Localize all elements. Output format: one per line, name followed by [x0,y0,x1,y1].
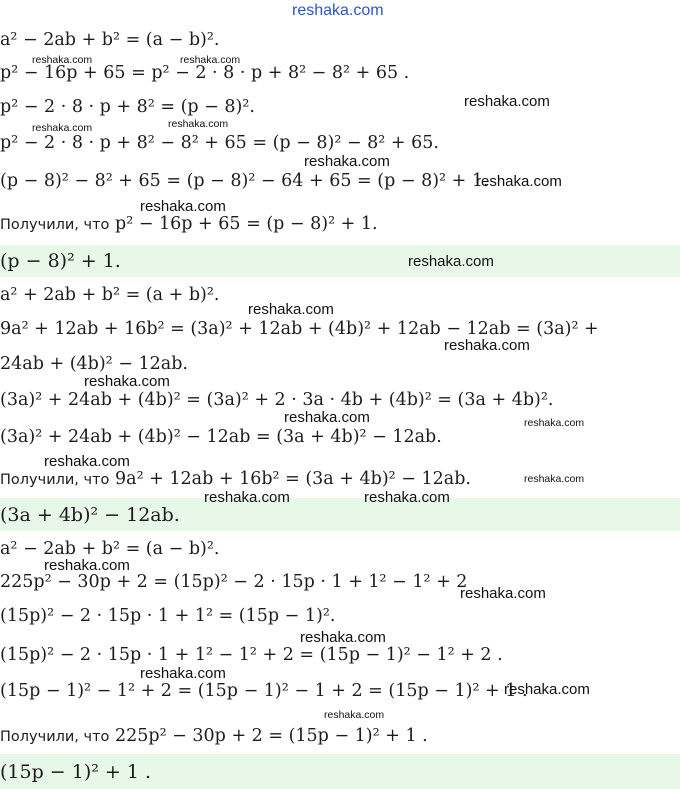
equation-line: a² − 2ab + b² = (a − b)². [0,30,220,50]
watermark: reshaka.com [324,709,385,721]
equation-line: (p − 8)² − 8² + 65 = (p − 8)² − 64 + 65 = (p − 8)² + 1. [0,171,489,191]
conclusion-math: 9a² + 12ab + 16b² = (3a + 4b)² − 12ab. [115,469,471,489]
conclusion-line [0,725,428,748]
watermark: reshaka.com [44,453,130,470]
watermark: reshaka.com [32,54,93,66]
watermark: reshaka.com [408,253,494,270]
watermark: reshaka.com [364,489,450,506]
answer-line: (15p − 1)² + 1 . [0,761,152,783]
site-watermark: reshaka.com [292,2,384,19]
conclusion-line [0,468,471,491]
watermark: reshaka.com [524,417,585,429]
equation-line: a² + 2ab + b² = (a + b)². [0,285,220,305]
watermark: reshaka.com [476,173,562,190]
equation-line: (15p)² − 2 · 15p · 1 + 1² − 1² + 2 = (15p − 1)² − 1² + 2 . [0,645,503,665]
watermark: reshaka.com [248,301,334,318]
conclusion-prefix: Получили, что [0,217,110,233]
equation-line: p² − 16p + 65 = p² − 2 · 8 · p + 8² − 8² + 65 . [0,63,410,83]
equation-line: 225p² − 30p + 2 = (15p)² − 2 · 15p · 1 + 1² − 1² + 2 [0,572,468,592]
equation-line: (3a)² + 24ab + (4b)² = (3a)² + 2 · 3a · 4b + (4b)² = (3a + 4b)². [0,390,554,410]
equation-line: 9a² + 12ab + 16b² = (3a)² + 12ab + (4b)² + 12ab − 12ab = (3a)² + [0,319,599,339]
conclusion-math: 225p² − 30p + 2 = (15p − 1)² + 1 . [115,726,428,746]
watermark: reshaka.com [180,54,241,66]
equation-line: (15p)² − 2 · 15p · 1 + 1² = (15p − 1)². [0,606,336,626]
watermark: reshaka.com [204,489,290,506]
equation-line: a² − 2ab + b² = (a − b)². [0,539,220,559]
equation-line: 24ab + (4b)² − 12ab. [0,354,188,374]
conclusion-prefix: Получили, что [0,729,110,745]
watermark: reshaka.com [460,585,546,602]
watermark: reshaka.com [300,629,386,646]
watermark: reshaka.com [32,122,93,134]
watermark: reshaka.com [304,153,390,170]
conclusion-line [0,213,378,236]
watermark: reshaka.com [140,665,226,682]
watermark: reshaka.com [524,473,585,485]
watermark: reshaka.com [84,373,170,390]
equation-line: p² − 2 · 8 · p + 8² = (p − 8)². [0,97,255,117]
conclusion-math: p² − 16p + 65 = (p − 8)² + 1. [115,214,378,234]
watermark: reshaka.com [444,337,530,354]
watermark: reshaka.com [504,681,590,698]
answer-line: (p − 8)² + 1. [0,250,121,272]
watermark: reshaka.com [44,557,130,574]
watermark: reshaka.com [284,409,370,426]
conclusion-prefix: Получили, что [0,472,110,488]
equation-line: (3a)² + 24ab + (4b)² − 12ab = (3a + 4b)² − 12ab. [0,427,442,447]
watermark: reshaka.com [464,93,550,110]
answer-line: (3a + 4b)² − 12ab. [0,504,180,526]
watermark: reshaka.com [140,198,226,215]
watermark: reshaka.com [168,118,229,130]
equation-line: (15p − 1)² − 1² + 2 = (15p − 1)² − 1 + 2 = (15p − 1)² + 1 . [0,681,528,701]
equation-line: p² − 2 · 8 · p + 8² − 8² + 65 = (p − 8)² − 8² + 65. [0,133,439,153]
